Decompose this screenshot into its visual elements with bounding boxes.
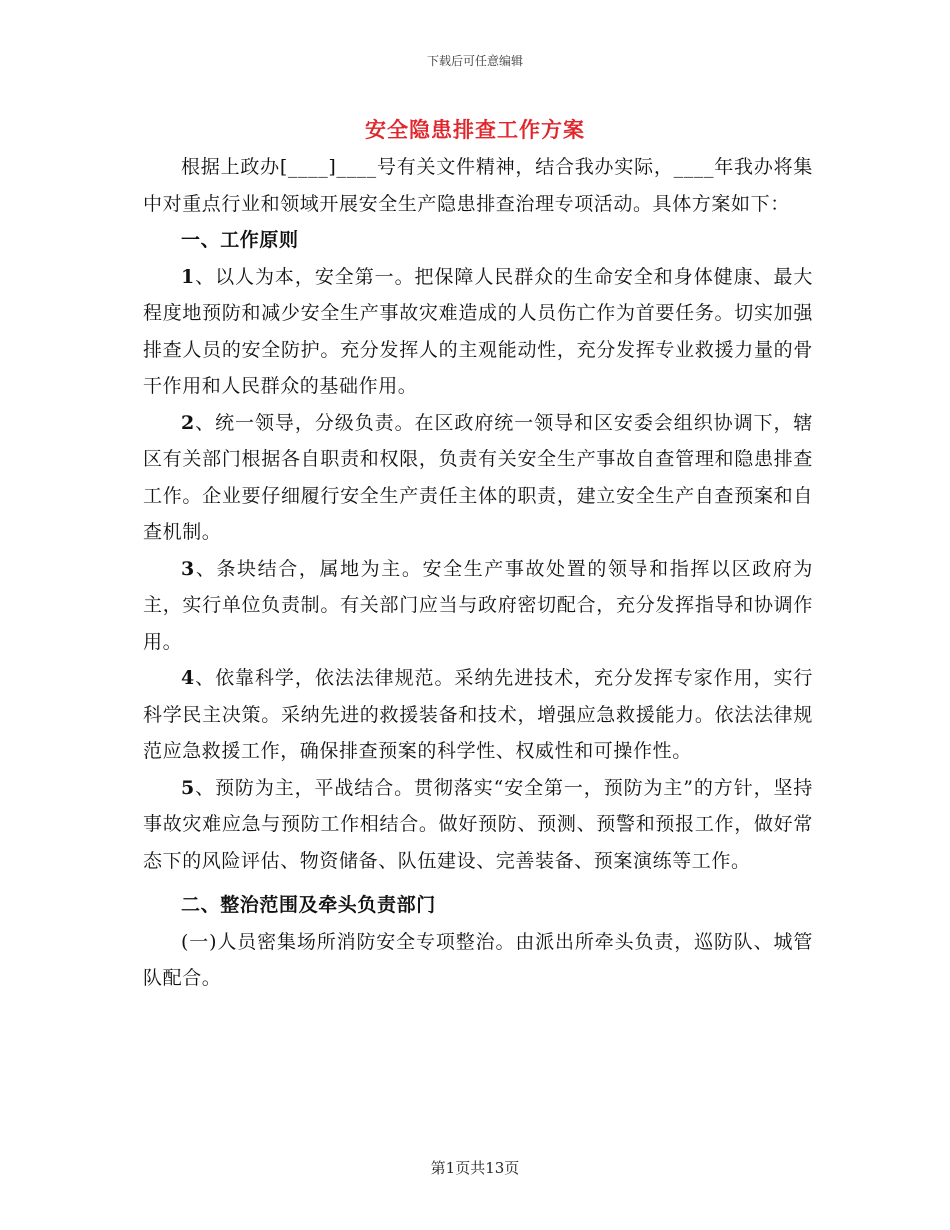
- principle-4-number: 4: [181, 667, 195, 689]
- principle-4-paragraph: [143, 660, 813, 770]
- principle-2-text: 、统一领导，分级负责。在区政府统一领导和区安委会组织协调下，辖区有关部门根据各自职责和权限，负责有关安全生产事故自查管理和隐患排查工作。企业要仔细履行安全生产责任主体的职责，建立安全生产自查预案和自查机制。: [143, 411, 813, 543]
- document-title: 安全隐患排查工作方案: [365, 117, 585, 142]
- principle-1-number: 1: [181, 265, 195, 288]
- page-footer-number: 第1页共13页: [430, 1159, 520, 1177]
- principle-5-text: 、预防为主，平战结合。贯彻落实“安全第一，预防为主”的方针，坚持事故灾难应急与预防工作相结合。做好预防、预测、预警和预报工作，做好常态下的风险评估、物资储备、队伍建设、完善装备、预案演练等工作。: [143, 776, 813, 872]
- section-1-heading: 一、工作原则: [181, 229, 299, 251]
- principle-1-text: 、以人为本，安全第一。把保障人民群众的生命安全和身体健康、最大程度地预防和减少安全生产事故灾难造成的人员伤亡作为首要任务。切实加强排查人员的安全防护。充分发挥人的主观能动性，充分发挥专业救援力量的骨干作用和人民群众的基础作用。: [143, 265, 813, 397]
- principle-4-text: 、依靠科学，依法法律规范。采纳先进技术，充分发挥专家作用，实行科学民主决策。采纳先进的救援装备和技术，增强应急救援能力。依法法律规范应急救援工作，确保排查预案的科学性、权威性和可操作性。: [143, 667, 813, 762]
- section-2-heading: 二、整治范围及牵头负责部门: [181, 894, 436, 916]
- principle-5-number: 5: [181, 776, 195, 799]
- principle-3-number: 3: [181, 557, 195, 580]
- principle-2-number: 2: [181, 411, 195, 434]
- principle-5-paragraph: [143, 770, 813, 880]
- document-body: [143, 149, 813, 997]
- principle-3-text: 、条块结合，属地为主。安全生产事故处置的领导和指挥以区政府为主，实行单位负责制。有关部门应当与政府密切配合，充分发挥指导和协调作用。: [143, 557, 813, 653]
- principle-3-paragraph: [143, 551, 813, 661]
- principle-1-paragraph: [143, 259, 813, 405]
- intro-paragraph: 根据上政办[____]____号有关文件精神，结合我办实际，____年我办将集中对重点行业和领域开展安全生产隐患排查治理专项活动。具体方案如下：: [143, 156, 813, 215]
- principle-2-paragraph: [143, 405, 813, 551]
- scope-1-paragraph: (一)人员密集场所消防安全专项整治。由派出所牵头负责，巡防队、城管队配合。: [143, 930, 813, 989]
- page-header-note: 下载后可任意编辑: [426, 54, 523, 68]
